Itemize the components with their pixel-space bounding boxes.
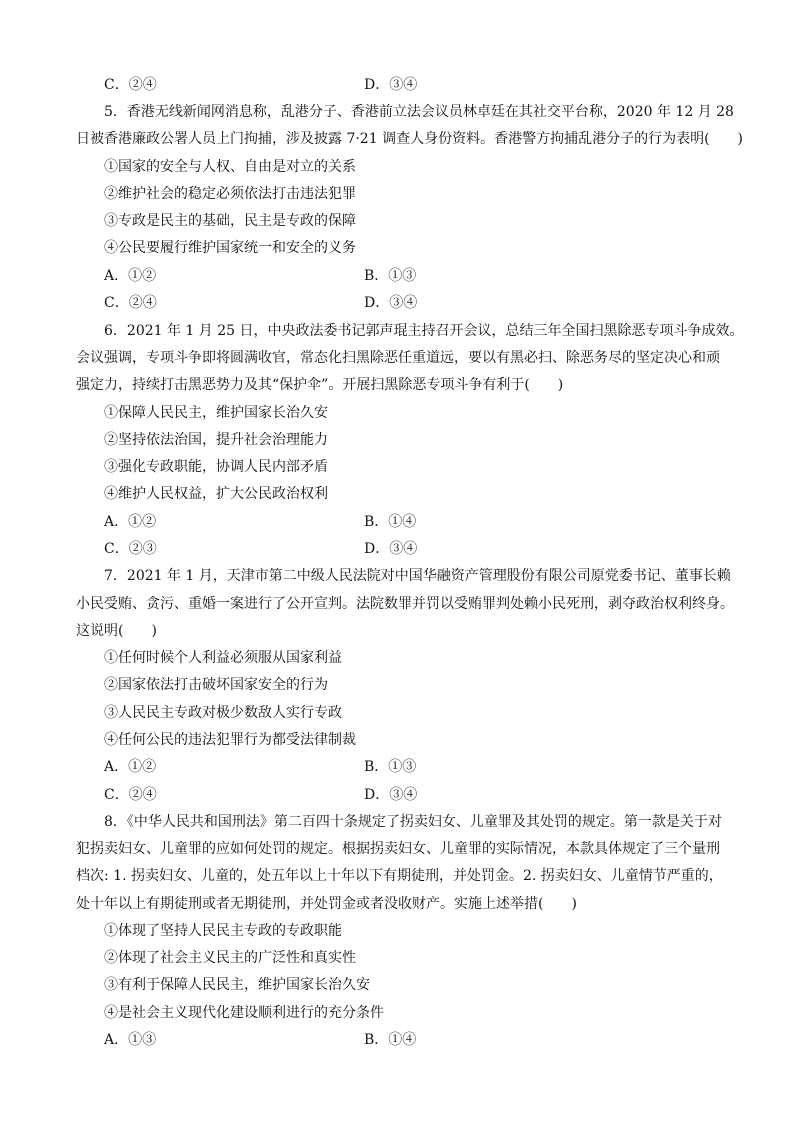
q6-option-b[interactable]: B．①④ [364,514,417,530]
q7-stem-line-3: 这说明( ) [76,623,157,639]
q7-option-b[interactable]: B．①③ [364,759,417,775]
q5-option-c[interactable]: C．②④ [104,295,157,311]
q8-item-2: ②体现了社会主义民主的广泛性和真实性 [104,950,356,966]
q8-stem-line-2: 犯拐卖妇女、儿童罪的应如何处罚的规定。根据拐卖妇女、儿童罪的实际情况，本款具体规定了三个量刑 [76,841,720,857]
q7-item-1: ①任何时候个人利益必须服从国家利益 [104,650,342,666]
q7-option-d[interactable]: D．③④ [364,787,418,803]
q5-option-a[interactable]: A．①② [104,268,157,284]
q6-item-3: ③强化专政职能，协调人民内部矛盾 [104,459,328,475]
q5-stem-line-1: 5．香港无线新闻网消息称，乱港分子、香港前立法会议员林卓廷在其社交平台称，2020 年 12 月 28 [104,104,734,120]
q8-stem-line-4: 处十年以上有期徒刑或者无期徒刑，并处罚金或者没收财产。实施上述举措( ) [76,896,577,912]
q4-option-d[interactable]: D．③④ [364,77,418,93]
q8-option-a[interactable]: A．①③ [104,1032,157,1048]
q6-stem-line-3: 强定力，持续打击黑恶势力及其“保护伞”。开展扫黑除恶专项斗争有利于( ) [76,377,564,393]
q5-item-1: ①国家的安全与人权、自由是对立的关系 [104,159,356,175]
q5-option-b[interactable]: B．①③ [364,268,417,284]
q8-item-1: ①体现了坚持人民民主专政的专政职能 [104,923,342,939]
q7-item-3: ③人民民主专政对极少数敌人实行专政 [104,705,342,721]
q6-option-d[interactable]: D．③④ [364,541,418,557]
q7-stem-line-1: 7．2021 年 1 月，天津市第二中级人民法院对中国华融资产管理股份有限公司原党委书记、董事长赖 [104,568,731,584]
q7-option-c[interactable]: C．②④ [104,787,157,803]
q5-item-2: ②维护社会的稳定必须依法打击违法犯罪 [104,186,356,202]
q7-item-2: ②国家依法打击破坏国家安全的行为 [104,677,328,693]
q7-stem-line-2: 小民受贿、贪污、重婚一案进行了公开宣判。法院数罪并罚以受贿罪判处赖小民死刑，剥夺政治权利终身。 [76,596,734,612]
q6-item-2: ②坚持依法治国，提升社会治理能力 [104,432,328,448]
q5-option-d[interactable]: D．③④ [364,295,418,311]
q6-option-a[interactable]: A．①② [104,514,157,530]
q5-item-3: ③专政是民主的基础，民主是专政的保障 [104,213,356,229]
q8-item-3: ③有利于保障人民民主，维护国家长治久安 [104,977,370,993]
q7-item-4: ④任何公民的违法犯罪行为都受法律制裁 [104,732,356,748]
q8-stem-line-1: 8．《中华人民共和国刑法》第二百四十条规定了拐卖妇女、儿童罪及其处罚的规定。第一款是关于对 [104,814,722,830]
q8-stem-line-3: 档次: 1. 拐卖妇女、儿童的，处五年以上十年以下有期徒刑，并处罚金。2. 拐卖妇女、儿童情节严重的， [76,868,723,884]
q8-option-b[interactable]: B．①④ [364,1032,417,1048]
q6-item-1: ①保障人民民主，维护国家长治久安 [104,405,328,421]
q5-item-4: ④公民要履行维护国家统一和安全的义务 [104,240,356,256]
q4-option-c[interactable]: C．②④ [104,77,157,93]
q8-item-4: ④是社会主义现代化建设顺利进行的充分条件 [104,1005,384,1021]
q6-item-4: ④维护人民权益，扩大公民政治权利 [104,486,328,502]
q6-stem-line-1: 6．2021 年 1 月 25 日，中央政法委书记郭声琨主持召开会议，总结三年全国扫黑除恶专项斗争成效。 [104,323,744,339]
q7-option-a[interactable]: A．①② [104,759,157,775]
q5-stem-line-2: 日被香港廉政公署人员上门拘捕，涉及披露 7·21 调查人身份资料。香港警方拘捕乱港分子的行为表明( ) [76,131,743,147]
q6-stem-line-2: 会议强调，专项斗争即将圆满收官，常态化扫黑除恶任重道远，要以有黑必扫、除恶务尽的坚定决心和顽 [76,350,720,366]
q6-option-c[interactable]: C．②③ [104,541,157,557]
